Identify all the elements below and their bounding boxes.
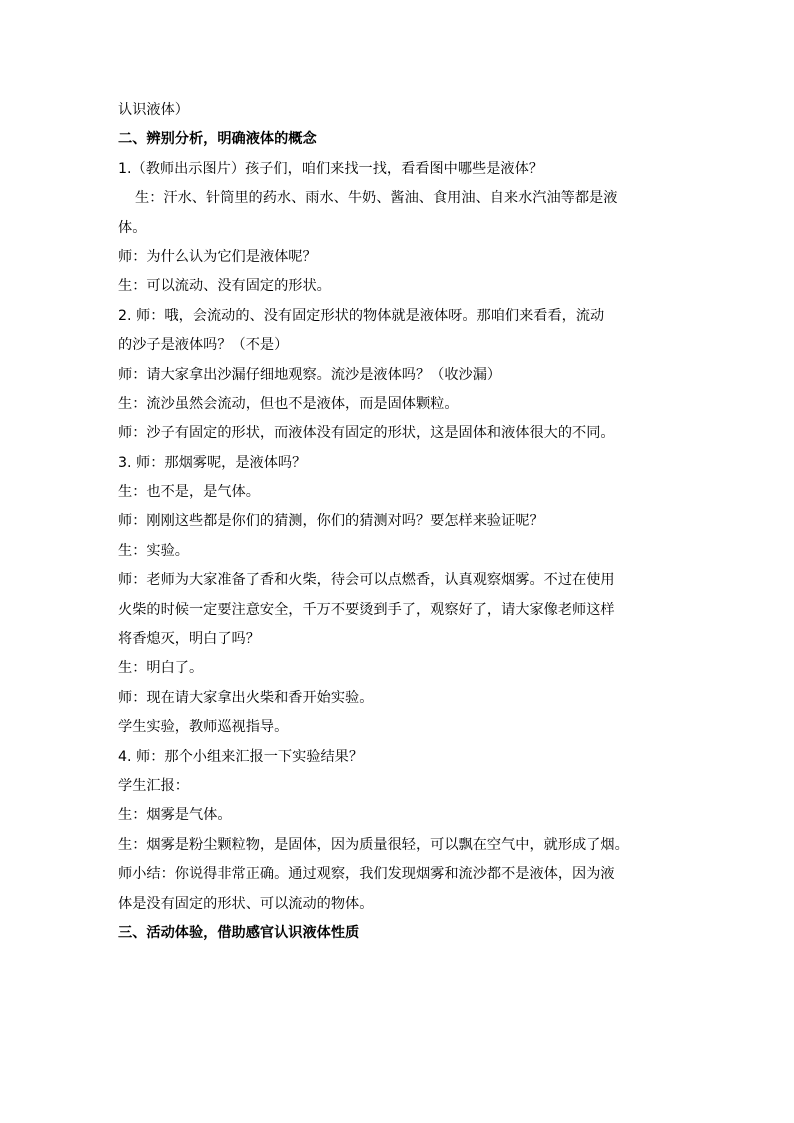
- text-line: 将香熄灭，明白了吗？: [118, 631, 260, 648]
- text-line: 3. 师：那烟雾呢，是液体吗？: [118, 454, 307, 471]
- text-line: 师：刚刚这些都是你们的猜测，你们的猜测对吗？要怎样来验证呢？: [118, 513, 544, 530]
- text-line: 生：流沙虽然会流动，但也不是液体，而是固体颗粒。: [118, 395, 459, 412]
- text-line: 师小结：你说得非常正确。通过观察，我们发现烟雾和流沙都不是液体，因为液: [118, 866, 615, 883]
- text-line: 生：实验。: [118, 542, 189, 559]
- text-line: 2. 师：哦，会流动的、没有固定形状的物体就是液体呀。那咱们来看看，流动: [118, 307, 605, 324]
- text-line: 生：可以流动、没有固定的形状。: [118, 278, 331, 295]
- text-line: 师：老师为大家准备了香和火柴，待会可以点燃香，认真观察烟雾。不过在使用: [118, 572, 615, 589]
- text-line: 1.（教师出示图片）孩子们，咱们来找一找，看看图中哪些是液体？: [118, 160, 543, 177]
- text-line: 生：汗水、针筒里的药水、雨水、牛奶、酱油、食用油、自来水汽油等都是液: [135, 190, 618, 207]
- section-heading: 二、辨别分析，明确液体的概念: [118, 131, 317, 148]
- text-line: 的沙子是液体吗？（不是）: [118, 337, 289, 354]
- text-line: 生：明白了。: [118, 660, 204, 677]
- document-body: [118, 96, 698, 948]
- text-line: 生：也不是，是气体。: [118, 484, 260, 501]
- text-line: 师：现在请大家拿出火柴和香开始实验。: [118, 689, 374, 706]
- text-line: 师：为什么认为它们是液体呢？: [118, 248, 317, 265]
- text-line: 学生实验，教师巡视指导。: [118, 719, 289, 736]
- text-line: 认识液体）: [118, 102, 189, 118]
- section-heading: 三、活动体验，借助感官认识液体性质: [118, 924, 360, 941]
- text-line: 学生汇报：: [118, 777, 189, 794]
- text-line: 4. 师：那个小组来汇报一下实验结果？: [118, 748, 364, 765]
- text-line: 火柴的时候一定要注意安全，千万不要烫到手了，观察好了，请大家像老师这样: [118, 601, 615, 618]
- text-line: 生：烟雾是气体。: [118, 807, 232, 824]
- text-line: 体是没有固定的形状、可以流动的物体。: [118, 895, 374, 912]
- text-line: 师：沙子有固定的形状，而液体没有固定的形状，这是固体和液体很大的不同。: [118, 425, 615, 442]
- text-line: 体。: [118, 219, 147, 236]
- text-line: 生：烟雾是粉尘颗粒物，是固体，因为质量很轻，可以飘在空气中，就形成了烟。: [118, 836, 629, 853]
- text-line: 师：请大家拿出沙漏仔细地观察。流沙是液体吗？（收沙漏）: [118, 366, 502, 383]
